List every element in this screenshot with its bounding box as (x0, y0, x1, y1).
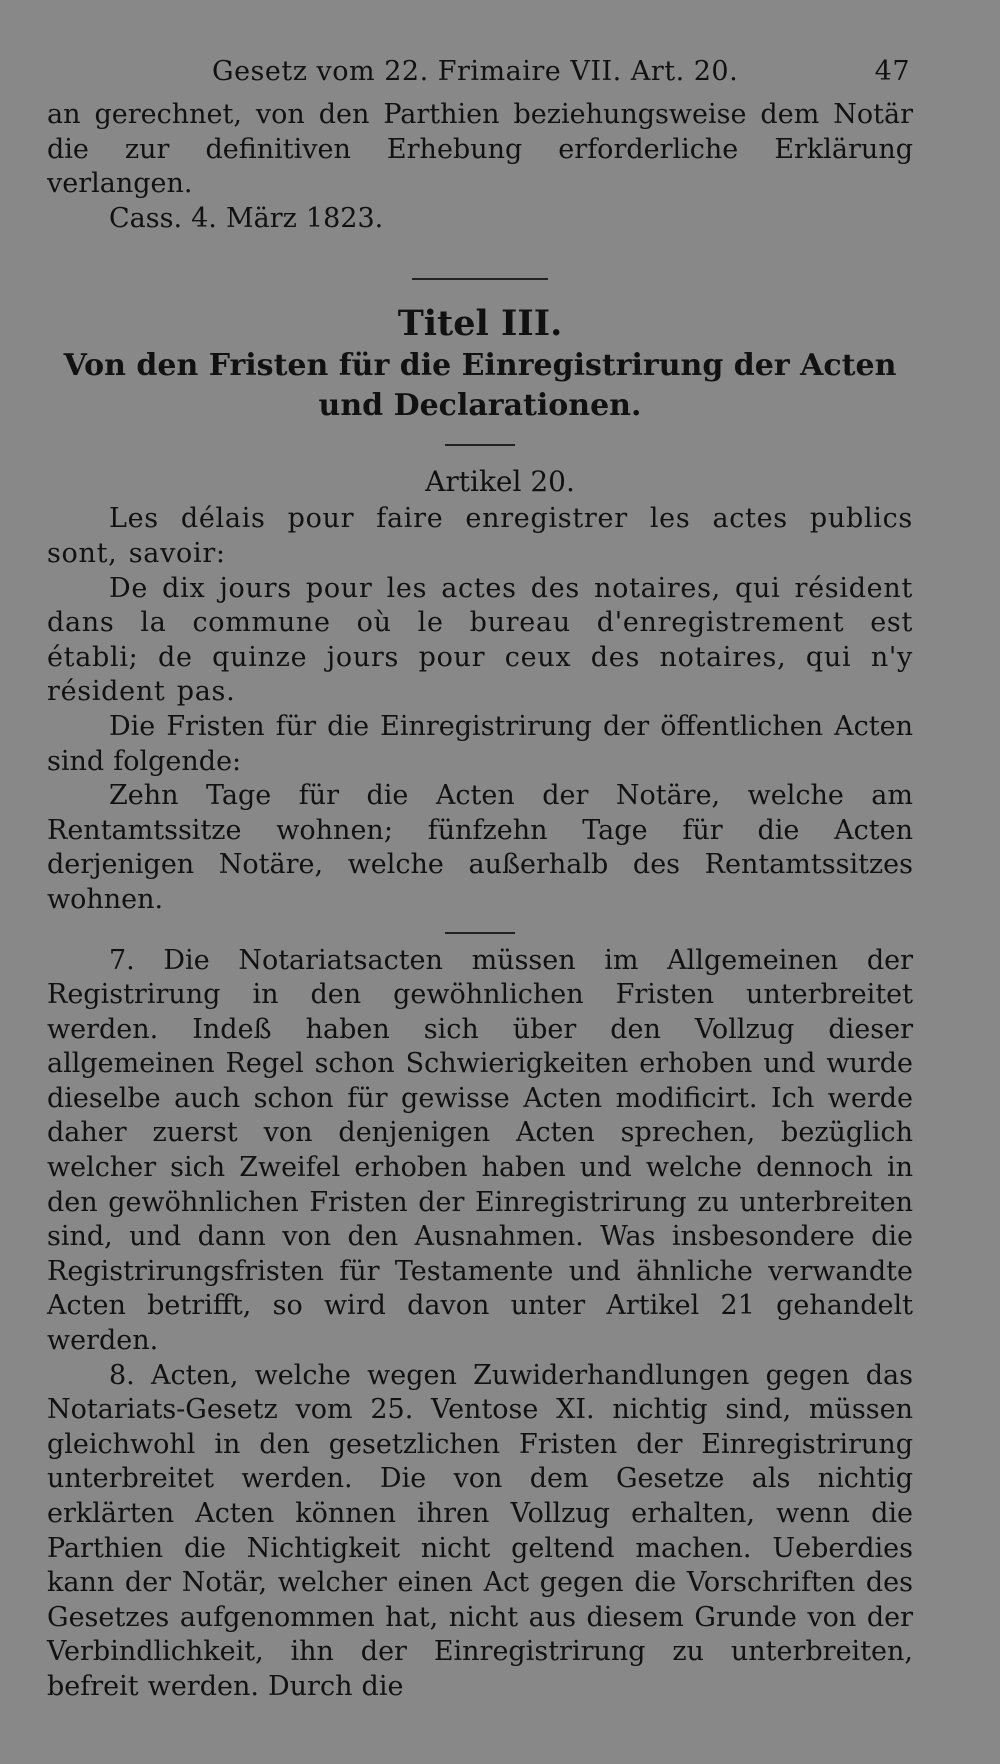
continuation-text: an gerechnet, von den Parthien beziehungsweise dem Notär die zur definitiven Erhebung erforderliche Erklärung verlangen. (47, 99, 913, 200)
court-citation: Cass. 4. März 1823. (109, 202, 384, 234)
title-block (47, 302, 913, 426)
section-divider (412, 278, 548, 280)
french-rule: De dix jours pour les actes des notaires, qui résident dans la commune où le bureau d'enregistrement est établi; de quinze jours pour ceux des notaires, qui n'y résident pas. (47, 572, 913, 708)
title-divider (445, 444, 515, 446)
book-page (47, 50, 913, 1705)
commentary-divider (445, 932, 515, 934)
page-number: 47 (874, 56, 910, 87)
french-intro: Les délais pour faire enregistrer les actes publics sont, savoir: (47, 503, 913, 569)
german-rule: Zehn Tage für die Acten der Notäre, welche am Rentamtssitze wohnen; fünfzehn Tage für die Acten derjenigen Notäre, welche außerhalb des Rentamtssitzes wohnen. (47, 780, 913, 915)
article-heading: Artikel 20. (425, 465, 575, 499)
commentary-paragraph-8: 8. Acten, welche wegen Zuwiderhandlungen gegen das Notariats-Gesetz vom 25. Ventose XI. nichtig sind, müssen gleichwohl in den gesetzlichen Fristen der Einregistrirung unterbreitet werden. Die von dem Gesetze als nichtig erklärten Acten können ihren Vollzug erhalten, wenn die Parthien die Nichtigkeit nicht geltend machen. Ueberdies kann der Notär, welcher einen Act gegen die Vorschriften des Gesetzes aufgenommen hat, nicht aus diesem Grunde von der Verbindlichkeit, ihn der Einregistrirung zu unterbreiten, befreit werden. Durch die (47, 1359, 913, 1702)
german-intro: Die Fristen für die Einregistrirung der öffentlichen Acten sind folgende: (47, 710, 913, 777)
commentary-paragraph-7: 7. Die Notariatsacten müssen im Allgemeinen der Registrirung in den gewöhnlichen Fristen unterbreitet werden. Indeß haben sich über den Vollzug dieser allgemeinen Regel schon Schwierigkeiten erhoben und wurde dieselbe auch schon für gewisse Acten modificirt. Ich werde daher zuerst von denjenigen Acten sprechen, bezüglich welcher sich Zweifel erhoben haben und welche dennoch in den gewöhnlichen Fristen der Einregistrirung zu unterbreiten sind, und dann von den Ausnahmen. Was insbesondere die Registrirungsfristen für Testamente und ähnliche verwandte Acten betrifft, so wird davon unter Artikel 21 gehandelt werden. (47, 944, 913, 1357)
running-title: Gesetz vom 22. Frimaire VII. Art. 20. (212, 56, 739, 87)
running-header (47, 50, 913, 98)
title-heading: Titel III. (397, 303, 563, 345)
title-subheading: Von den Fristen für die Einregistrirung der Acten und Declarationen. (63, 348, 897, 424)
